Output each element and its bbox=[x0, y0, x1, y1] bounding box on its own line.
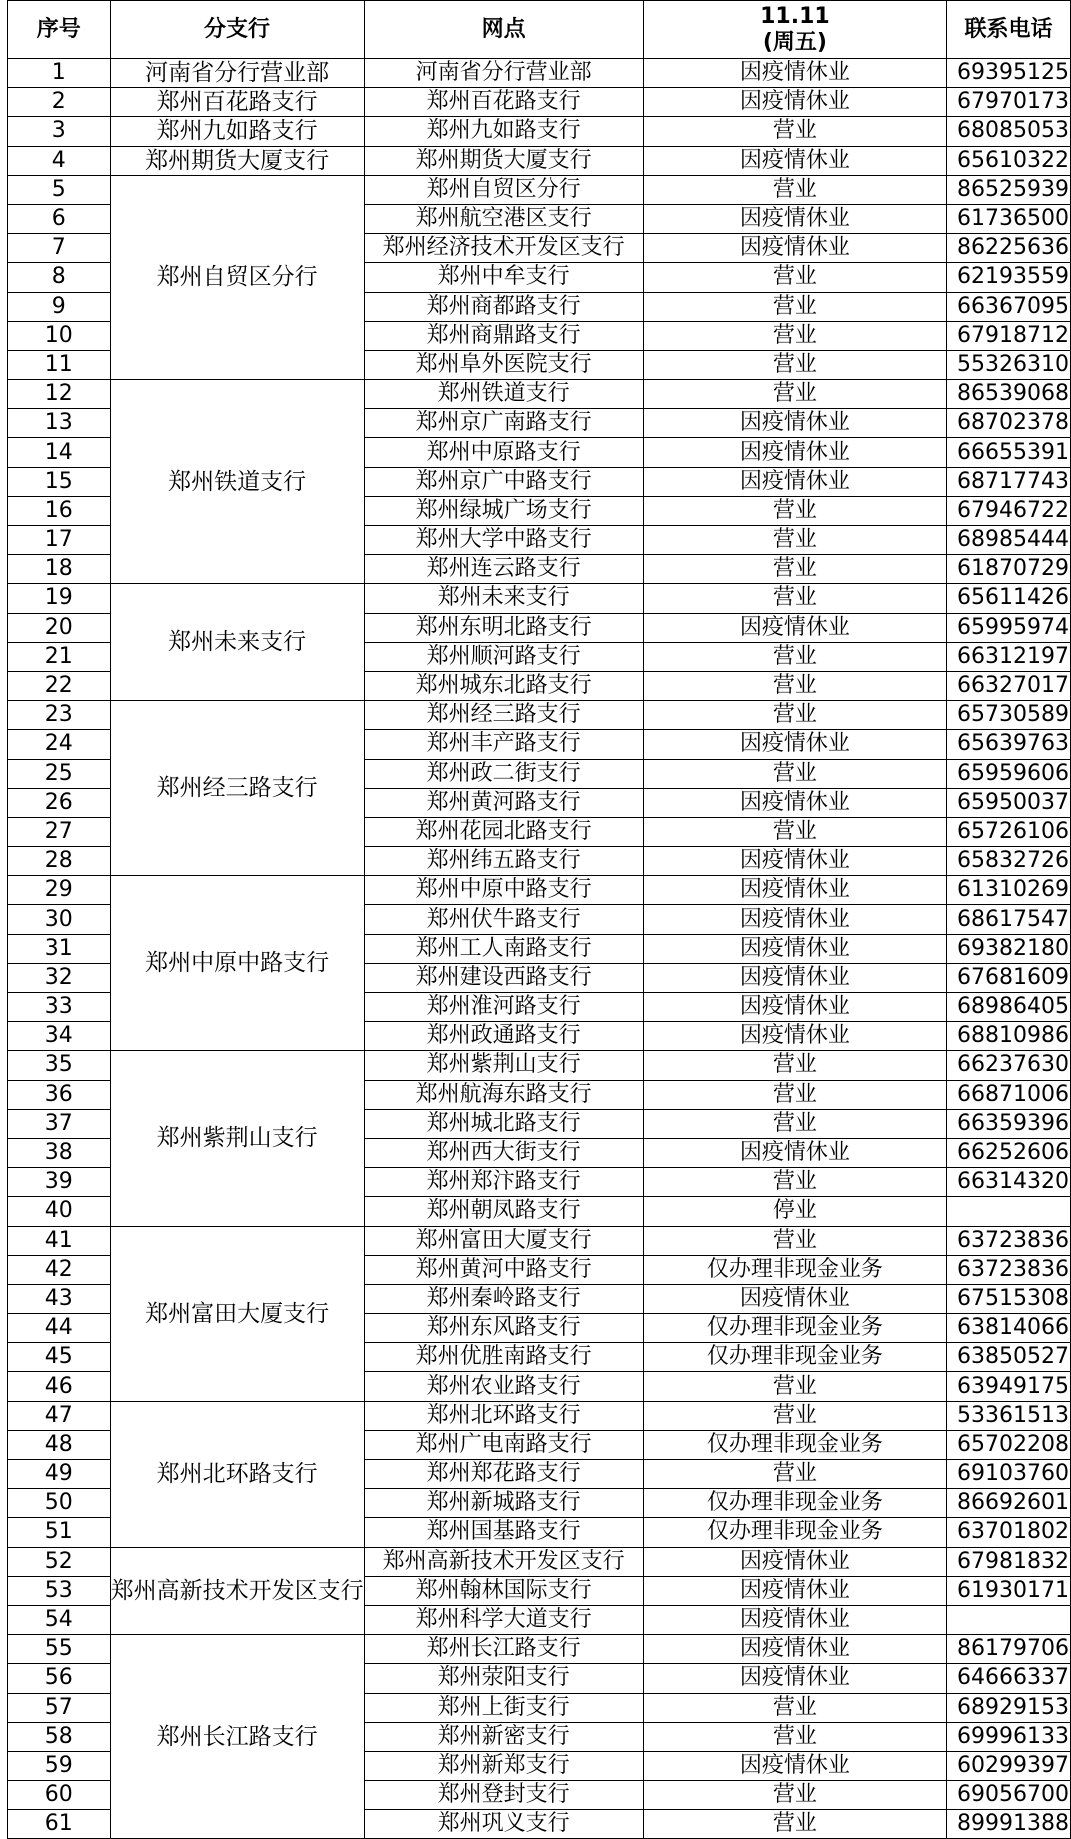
cell-outlet: 郑州广电南路支行 bbox=[364, 1430, 643, 1459]
cell-phone: 63723836 bbox=[947, 1255, 1071, 1284]
cell-phone: 66252606 bbox=[947, 1138, 1071, 1167]
cell-status: 营业 bbox=[643, 1226, 946, 1255]
cell-outlet: 郑州国基路支行 bbox=[364, 1518, 643, 1547]
cell-phone: 68929153 bbox=[947, 1693, 1071, 1722]
cell-no: 27 bbox=[8, 817, 111, 846]
cell-status: 因疫情休业 bbox=[643, 88, 946, 117]
cell-phone: 86692601 bbox=[947, 1489, 1071, 1518]
cell-outlet: 郑州商都路支行 bbox=[364, 292, 643, 321]
table-row bbox=[8, 88, 1071, 117]
cell-no: 4 bbox=[8, 146, 111, 175]
cell-outlet: 郑州朝凤路支行 bbox=[364, 1197, 643, 1226]
cell-no: 44 bbox=[8, 1314, 111, 1343]
cell-outlet: 郑州中牟支行 bbox=[364, 263, 643, 292]
cell-no: 53 bbox=[8, 1576, 111, 1605]
cell-no: 22 bbox=[8, 671, 111, 700]
cell-status: 停业 bbox=[643, 1197, 946, 1226]
cell-status: 营业 bbox=[643, 671, 946, 700]
header-no: 序号 bbox=[8, 1, 111, 59]
cell-phone: 63814066 bbox=[947, 1314, 1071, 1343]
cell-outlet: 郑州长江路支行 bbox=[364, 1635, 643, 1664]
cell-no: 17 bbox=[8, 526, 111, 555]
cell-outlet: 郑州政通路支行 bbox=[364, 1022, 643, 1051]
cell-status: 因疫情休业 bbox=[643, 438, 946, 467]
cell-phone: 65832726 bbox=[947, 847, 1071, 876]
cell-outlet: 郑州登封支行 bbox=[364, 1781, 643, 1810]
cell-no: 56 bbox=[8, 1664, 111, 1693]
cell-outlet: 郑州优胜南路支行 bbox=[364, 1343, 643, 1372]
cell-outlet: 郑州翰林国际支行 bbox=[364, 1576, 643, 1605]
cell-no: 7 bbox=[8, 234, 111, 263]
cell-phone: 68985444 bbox=[947, 526, 1071, 555]
cell-no: 13 bbox=[8, 409, 111, 438]
cell-outlet: 郑州伏牛路支行 bbox=[364, 905, 643, 934]
cell-phone: 63949175 bbox=[947, 1372, 1071, 1401]
table-row bbox=[8, 876, 1071, 905]
cell-phone: 61736500 bbox=[947, 204, 1071, 233]
cell-no: 18 bbox=[8, 555, 111, 584]
cell-phone: 62193559 bbox=[947, 263, 1071, 292]
header-date-line2: (周五) bbox=[762, 29, 827, 55]
cell-status: 营业 bbox=[643, 292, 946, 321]
cell-status: 因疫情休业 bbox=[643, 788, 946, 817]
cell-no: 20 bbox=[8, 613, 111, 642]
cell-outlet: 郑州紫荆山支行 bbox=[364, 1051, 643, 1080]
cell-no: 55 bbox=[8, 1635, 111, 1664]
cell-status: 营业 bbox=[643, 642, 946, 671]
cell-no: 43 bbox=[8, 1284, 111, 1313]
cell-no: 21 bbox=[8, 642, 111, 671]
cell-no: 61 bbox=[8, 1810, 111, 1839]
cell-phone: 68810986 bbox=[947, 1022, 1071, 1051]
header-branch: 分支行 bbox=[110, 1, 364, 59]
cell-status: 因疫情休业 bbox=[643, 1605, 946, 1634]
cell-no: 35 bbox=[8, 1051, 111, 1080]
cell-outlet: 郑州自贸区分行 bbox=[364, 175, 643, 204]
cell-phone: 66359396 bbox=[947, 1109, 1071, 1138]
cell-outlet: 郑州巩义支行 bbox=[364, 1810, 643, 1839]
cell-branch: 郑州经三路支行 bbox=[110, 701, 364, 876]
cell-phone bbox=[947, 1197, 1071, 1226]
cell-status: 因疫情休业 bbox=[643, 730, 946, 759]
table-row bbox=[8, 701, 1071, 730]
cell-status: 因疫情休业 bbox=[643, 1284, 946, 1313]
cell-no: 42 bbox=[8, 1255, 111, 1284]
cell-status: 营业 bbox=[643, 1460, 946, 1489]
cell-phone: 66367095 bbox=[947, 292, 1071, 321]
cell-status: 仅办理非现金业务 bbox=[643, 1430, 946, 1459]
cell-branch: 河南省分行营业部 bbox=[110, 59, 364, 88]
cell-no: 16 bbox=[8, 496, 111, 525]
cell-outlet: 郑州北环路支行 bbox=[364, 1401, 643, 1430]
table-row bbox=[8, 59, 1071, 88]
table-row bbox=[8, 1226, 1071, 1255]
cell-outlet: 郑州东明北路支行 bbox=[364, 613, 643, 642]
cell-status: 因疫情休业 bbox=[643, 204, 946, 233]
cell-phone: 65950037 bbox=[947, 788, 1071, 817]
cell-status: 仅办理非现金业务 bbox=[643, 1255, 946, 1284]
cell-no: 26 bbox=[8, 788, 111, 817]
cell-branch: 郑州铁道支行 bbox=[110, 380, 364, 584]
cell-no: 45 bbox=[8, 1343, 111, 1372]
cell-status: 因疫情休业 bbox=[643, 1547, 946, 1576]
cell-status: 营业 bbox=[643, 1168, 946, 1197]
table-row bbox=[8, 117, 1071, 146]
table-row bbox=[8, 1051, 1071, 1080]
cell-status: 因疫情休业 bbox=[643, 963, 946, 992]
cell-outlet: 郑州上街支行 bbox=[364, 1693, 643, 1722]
cell-phone: 86539068 bbox=[947, 380, 1071, 409]
cell-branch: 郑州未来支行 bbox=[110, 584, 364, 701]
cell-phone: 67946722 bbox=[947, 496, 1071, 525]
cell-status: 营业 bbox=[643, 321, 946, 350]
cell-outlet: 郑州京广中路支行 bbox=[364, 467, 643, 496]
cell-phone: 55326310 bbox=[947, 350, 1071, 379]
cell-outlet: 郑州纬五路支行 bbox=[364, 847, 643, 876]
cell-status: 营业 bbox=[643, 1051, 946, 1080]
header-outlet: 网点 bbox=[364, 1, 643, 59]
cell-branch: 郑州自贸区分行 bbox=[110, 175, 364, 379]
cell-no: 24 bbox=[8, 730, 111, 759]
cell-phone: 69056700 bbox=[947, 1781, 1071, 1810]
header-date-line1: 11.11 bbox=[760, 3, 830, 29]
cell-status: 营业 bbox=[643, 175, 946, 204]
cell-no: 34 bbox=[8, 1022, 111, 1051]
cell-phone: 64666337 bbox=[947, 1664, 1071, 1693]
cell-outlet: 郑州荥阳支行 bbox=[364, 1664, 643, 1693]
cell-status: 因疫情休业 bbox=[643, 467, 946, 496]
cell-status: 因疫情休业 bbox=[643, 1751, 946, 1780]
table-row bbox=[8, 584, 1071, 613]
cell-status: 因疫情休业 bbox=[643, 1576, 946, 1605]
table-row bbox=[8, 1401, 1071, 1430]
cell-outlet: 郑州建设西路支行 bbox=[364, 963, 643, 992]
cell-status: 仅办理非现金业务 bbox=[643, 1343, 946, 1372]
cell-outlet: 郑州黄河中路支行 bbox=[364, 1255, 643, 1284]
cell-outlet: 郑州京广南路支行 bbox=[364, 409, 643, 438]
cell-phone: 67918712 bbox=[947, 321, 1071, 350]
cell-no: 40 bbox=[8, 1197, 111, 1226]
cell-no: 10 bbox=[8, 321, 111, 350]
cell-branch: 郑州九如路支行 bbox=[110, 117, 364, 146]
cell-status: 营业 bbox=[643, 1781, 946, 1810]
cell-status: 仅办理非现金业务 bbox=[643, 1518, 946, 1547]
cell-phone: 63723836 bbox=[947, 1226, 1071, 1255]
cell-phone: 69103760 bbox=[947, 1460, 1071, 1489]
cell-phone: 63701802 bbox=[947, 1518, 1071, 1547]
cell-no: 58 bbox=[8, 1722, 111, 1751]
cell-no: 2 bbox=[8, 88, 111, 117]
cell-phone: 86225636 bbox=[947, 234, 1071, 263]
cell-phone: 68617547 bbox=[947, 905, 1071, 934]
cell-phone: 69382180 bbox=[947, 934, 1071, 963]
cell-outlet: 郑州阜外医院支行 bbox=[364, 350, 643, 379]
cell-no: 50 bbox=[8, 1489, 111, 1518]
cell-phone: 65959606 bbox=[947, 759, 1071, 788]
cell-status: 营业 bbox=[643, 555, 946, 584]
cell-phone: 67981832 bbox=[947, 1547, 1071, 1576]
cell-status: 因疫情休业 bbox=[643, 59, 946, 88]
cell-outlet: 郑州郑花路支行 bbox=[364, 1460, 643, 1489]
cell-no: 3 bbox=[8, 117, 111, 146]
cell-branch: 郑州中原中路支行 bbox=[110, 876, 364, 1051]
cell-outlet: 郑州农业路支行 bbox=[364, 1372, 643, 1401]
cell-phone: 65995974 bbox=[947, 613, 1071, 642]
cell-outlet: 郑州城东北路支行 bbox=[364, 671, 643, 700]
cell-outlet: 郑州城北路支行 bbox=[364, 1109, 643, 1138]
cell-phone: 65726106 bbox=[947, 817, 1071, 846]
cell-phone: 66314320 bbox=[947, 1168, 1071, 1197]
cell-phone: 65639763 bbox=[947, 730, 1071, 759]
cell-no: 33 bbox=[8, 993, 111, 1022]
cell-branch: 郑州北环路支行 bbox=[110, 1401, 364, 1547]
cell-phone: 69395125 bbox=[947, 59, 1071, 88]
cell-phone: 68717743 bbox=[947, 467, 1071, 496]
cell-phone: 66327017 bbox=[947, 671, 1071, 700]
cell-status: 营业 bbox=[643, 584, 946, 613]
cell-status: 营业 bbox=[643, 1372, 946, 1401]
cell-no: 31 bbox=[8, 934, 111, 963]
cell-status: 营业 bbox=[643, 1080, 946, 1109]
cell-phone: 86179706 bbox=[947, 1635, 1071, 1664]
cell-status: 因疫情休业 bbox=[643, 613, 946, 642]
cell-outlet: 郑州花园北路支行 bbox=[364, 817, 643, 846]
cell-status: 因疫情休业 bbox=[643, 234, 946, 263]
cell-outlet: 郑州政二街支行 bbox=[364, 759, 643, 788]
cell-status: 因疫情休业 bbox=[643, 934, 946, 963]
table-body bbox=[8, 59, 1071, 1839]
cell-no: 14 bbox=[8, 438, 111, 467]
cell-no: 37 bbox=[8, 1109, 111, 1138]
cell-status: 营业 bbox=[643, 117, 946, 146]
cell-no: 54 bbox=[8, 1605, 111, 1634]
cell-outlet: 郑州商鼎路支行 bbox=[364, 321, 643, 350]
cell-outlet: 郑州黄河路支行 bbox=[364, 788, 643, 817]
cell-outlet: 郑州新城路支行 bbox=[364, 1489, 643, 1518]
cell-outlet: 郑州富田大厦支行 bbox=[364, 1226, 643, 1255]
branch-status-table bbox=[7, 0, 1071, 1839]
cell-outlet: 郑州新密支行 bbox=[364, 1722, 643, 1751]
cell-no: 60 bbox=[8, 1781, 111, 1810]
cell-branch: 郑州高新技术开发区支行 bbox=[110, 1547, 364, 1635]
cell-outlet: 郑州铁道支行 bbox=[364, 380, 643, 409]
cell-branch: 郑州紫荆山支行 bbox=[110, 1051, 364, 1226]
cell-outlet: 郑州工人南路支行 bbox=[364, 934, 643, 963]
cell-status: 营业 bbox=[643, 1810, 946, 1839]
cell-no: 59 bbox=[8, 1751, 111, 1780]
cell-no: 28 bbox=[8, 847, 111, 876]
cell-status: 仅办理非现金业务 bbox=[643, 1489, 946, 1518]
cell-no: 49 bbox=[8, 1460, 111, 1489]
cell-no: 9 bbox=[8, 292, 111, 321]
cell-status: 因疫情休业 bbox=[643, 146, 946, 175]
cell-status: 因疫情休业 bbox=[643, 409, 946, 438]
cell-outlet: 郑州航空港区支行 bbox=[364, 204, 643, 233]
cell-outlet: 郑州科学大道支行 bbox=[364, 1605, 643, 1634]
cell-status: 营业 bbox=[643, 1722, 946, 1751]
cell-status: 营业 bbox=[643, 1109, 946, 1138]
cell-outlet: 郑州连云路支行 bbox=[364, 555, 643, 584]
cell-outlet: 郑州顺河路支行 bbox=[364, 642, 643, 671]
cell-no: 6 bbox=[8, 204, 111, 233]
cell-phone: 53361513 bbox=[947, 1401, 1071, 1430]
cell-phone: 69996133 bbox=[947, 1722, 1071, 1751]
cell-no: 23 bbox=[8, 701, 111, 730]
cell-outlet: 郑州西大街支行 bbox=[364, 1138, 643, 1167]
cell-outlet: 郑州经三路支行 bbox=[364, 701, 643, 730]
cell-phone: 61930171 bbox=[947, 1576, 1071, 1605]
cell-no: 25 bbox=[8, 759, 111, 788]
cell-no: 52 bbox=[8, 1547, 111, 1576]
cell-phone: 89991388 bbox=[947, 1810, 1071, 1839]
header-row bbox=[8, 1, 1071, 59]
cell-phone: 65702208 bbox=[947, 1430, 1071, 1459]
cell-phone: 66655391 bbox=[947, 438, 1071, 467]
cell-phone: 65610322 bbox=[947, 146, 1071, 175]
cell-outlet: 郑州经济技术开发区支行 bbox=[364, 234, 643, 263]
cell-phone: 67681609 bbox=[947, 963, 1071, 992]
cell-status: 因疫情休业 bbox=[643, 905, 946, 934]
cell-no: 48 bbox=[8, 1430, 111, 1459]
cell-no: 12 bbox=[8, 380, 111, 409]
cell-status: 因疫情休业 bbox=[643, 993, 946, 1022]
cell-outlet: 郑州大学中路支行 bbox=[364, 526, 643, 555]
cell-status: 营业 bbox=[643, 1693, 946, 1722]
cell-phone: 86525939 bbox=[947, 175, 1071, 204]
cell-phone: 63850527 bbox=[947, 1343, 1071, 1372]
header-phone: 联系电话 bbox=[947, 1, 1071, 59]
cell-phone: 65611426 bbox=[947, 584, 1071, 613]
cell-status: 营业 bbox=[643, 701, 946, 730]
cell-outlet: 郑州新郑支行 bbox=[364, 1751, 643, 1780]
cell-outlet: 郑州郑汴路支行 bbox=[364, 1168, 643, 1197]
cell-outlet: 郑州淮河路支行 bbox=[364, 993, 643, 1022]
cell-outlet: 郑州百花路支行 bbox=[364, 88, 643, 117]
cell-no: 57 bbox=[8, 1693, 111, 1722]
cell-status: 因疫情休业 bbox=[643, 1635, 946, 1664]
table-row bbox=[8, 146, 1071, 175]
cell-no: 8 bbox=[8, 263, 111, 292]
cell-status: 营业 bbox=[643, 380, 946, 409]
cell-phone: 65730589 bbox=[947, 701, 1071, 730]
cell-phone: 68986405 bbox=[947, 993, 1071, 1022]
cell-outlet: 河南省分行营业部 bbox=[364, 59, 643, 88]
cell-phone: 60299397 bbox=[947, 1751, 1071, 1780]
cell-no: 15 bbox=[8, 467, 111, 496]
cell-status: 营业 bbox=[643, 759, 946, 788]
table-row bbox=[8, 1635, 1071, 1664]
cell-phone: 66871006 bbox=[947, 1080, 1071, 1109]
cell-phone: 66312197 bbox=[947, 642, 1071, 671]
cell-outlet: 郑州期货大厦支行 bbox=[364, 146, 643, 175]
cell-status: 营业 bbox=[643, 496, 946, 525]
table-row bbox=[8, 380, 1071, 409]
cell-outlet: 郑州未来支行 bbox=[364, 584, 643, 613]
cell-branch: 郑州长江路支行 bbox=[110, 1635, 364, 1839]
cell-phone: 68702378 bbox=[947, 409, 1071, 438]
cell-no: 29 bbox=[8, 876, 111, 905]
cell-phone: 67970173 bbox=[947, 88, 1071, 117]
cell-no: 51 bbox=[8, 1518, 111, 1547]
cell-no: 38 bbox=[8, 1138, 111, 1167]
cell-status: 因疫情休业 bbox=[643, 1022, 946, 1051]
cell-outlet: 郑州高新技术开发区支行 bbox=[364, 1547, 643, 1576]
cell-no: 41 bbox=[8, 1226, 111, 1255]
cell-no: 30 bbox=[8, 905, 111, 934]
cell-branch: 郑州富田大厦支行 bbox=[110, 1226, 364, 1401]
cell-phone: 66237630 bbox=[947, 1051, 1071, 1080]
table-row bbox=[8, 1547, 1071, 1576]
cell-phone: 61310269 bbox=[947, 876, 1071, 905]
cell-outlet: 郑州中原中路支行 bbox=[364, 876, 643, 905]
cell-no: 5 bbox=[8, 175, 111, 204]
cell-outlet: 郑州中原路支行 bbox=[364, 438, 643, 467]
cell-no: 47 bbox=[8, 1401, 111, 1430]
cell-phone bbox=[947, 1605, 1071, 1634]
cell-status: 营业 bbox=[643, 1401, 946, 1430]
cell-phone: 68085053 bbox=[947, 117, 1071, 146]
cell-outlet: 郑州丰产路支行 bbox=[364, 730, 643, 759]
table-row bbox=[8, 175, 1071, 204]
cell-status: 营业 bbox=[643, 817, 946, 846]
cell-status: 营业 bbox=[643, 263, 946, 292]
cell-status: 因疫情休业 bbox=[643, 1664, 946, 1693]
cell-no: 1 bbox=[8, 59, 111, 88]
cell-branch: 郑州期货大厦支行 bbox=[110, 146, 364, 175]
cell-outlet: 郑州秦岭路支行 bbox=[364, 1284, 643, 1313]
cell-status: 营业 bbox=[643, 526, 946, 555]
header-date bbox=[643, 1, 946, 59]
cell-status: 因疫情休业 bbox=[643, 876, 946, 905]
cell-no: 46 bbox=[8, 1372, 111, 1401]
cell-branch: 郑州百花路支行 bbox=[110, 88, 364, 117]
cell-outlet: 郑州航海东路支行 bbox=[364, 1080, 643, 1109]
cell-no: 32 bbox=[8, 963, 111, 992]
cell-no: 39 bbox=[8, 1168, 111, 1197]
cell-status: 营业 bbox=[643, 350, 946, 379]
cell-status: 因疫情休业 bbox=[643, 1138, 946, 1167]
cell-no: 11 bbox=[8, 350, 111, 379]
cell-status: 仅办理非现金业务 bbox=[643, 1314, 946, 1343]
cell-phone: 61870729 bbox=[947, 555, 1071, 584]
cell-phone: 67515308 bbox=[947, 1284, 1071, 1313]
cell-status: 因疫情休业 bbox=[643, 847, 946, 876]
cell-no: 36 bbox=[8, 1080, 111, 1109]
cell-no: 19 bbox=[8, 584, 111, 613]
cell-outlet: 郑州九如路支行 bbox=[364, 117, 643, 146]
cell-outlet: 郑州东风路支行 bbox=[364, 1314, 643, 1343]
cell-outlet: 郑州绿城广场支行 bbox=[364, 496, 643, 525]
